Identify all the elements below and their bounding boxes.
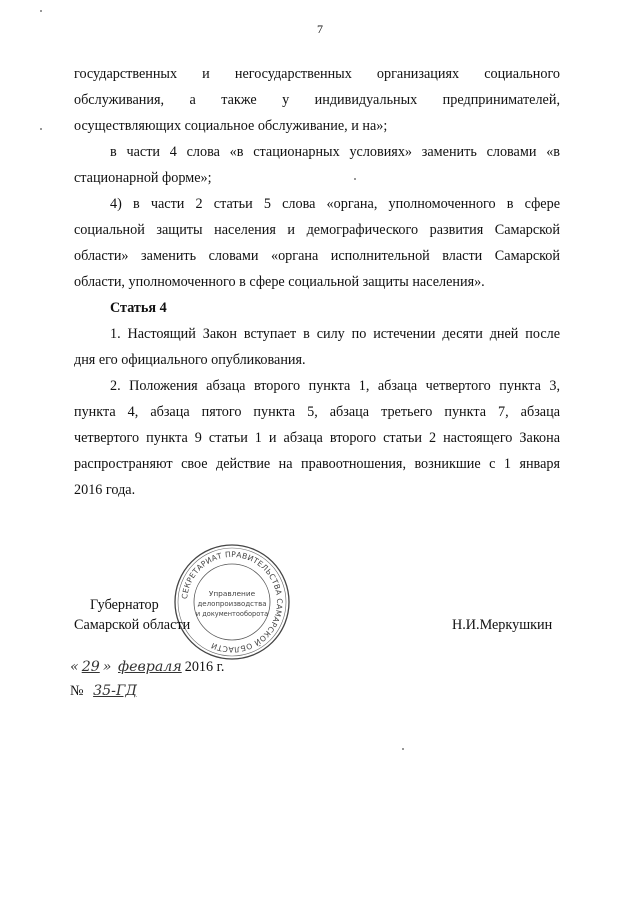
text-line: четвертого пункта 9 статьи 1 и абзаца второго статьи 2 настоящего Закона (74, 430, 560, 446)
date-day: 29 (81, 659, 100, 675)
text-line: стационарной форме»; (74, 170, 212, 186)
article-heading: Статья 4 (110, 300, 167, 316)
text-line: в части 4 слова «в стационарных условиях» заменить словами «в (110, 144, 560, 160)
text-line: обслуживания, а также у индивидуальных предпринимателей, (74, 92, 560, 108)
scan-speck (354, 178, 356, 180)
signatory-name: Н.И.Меркушкин (452, 617, 553, 633)
text-line: области» заменить словами «органа исполнительной власти Самарской (74, 248, 560, 264)
date-close-quote: » (102, 659, 112, 675)
number-value: 35-ГД (93, 683, 137, 699)
date-open-quote: « (70, 659, 79, 675)
text-line: государственных и негосударственных организациях социального (74, 66, 560, 82)
text-line: 1. Настоящий Закон вступает в силу по истечении десяти дней после (110, 326, 560, 342)
date-month: февраля (117, 659, 182, 675)
text-line: 2. Положения абзаца второго пункта 1, абзаца четвертого пункта 3, (110, 378, 560, 394)
stamp-inner-line: Управление (208, 589, 256, 598)
signature-title-line2: Самарской области (74, 617, 191, 633)
document-number (70, 680, 143, 702)
signature-title-line1: Губернатор (90, 597, 159, 613)
stamp-inner-line: делопроизводства (197, 600, 267, 608)
text-line: 4) в части 2 статьи 5 слова «органа, уполномоченного в сфере (110, 196, 560, 212)
signing-date (70, 656, 224, 678)
scan-speck (40, 10, 42, 12)
text-line: 2016 года. (74, 482, 136, 498)
text-line: пункта 4, абзаца пятого пункта 5, абзаца третьего пункта 7, абзаца (74, 404, 560, 420)
text-line: распространяют свое действие на правоотношения, возникшие с 1 января (74, 456, 560, 472)
scan-speck (402, 748, 404, 750)
text-line: дня его официального опубликования. (74, 352, 306, 368)
text-line: области, уполномоченного в сфере социальной защиты населения». (74, 274, 485, 290)
stamp-inner-line: и документооборота (195, 610, 269, 618)
official-stamp (170, 540, 294, 664)
date-year: 2016 г. (184, 659, 225, 675)
text-line: осуществляющих социальное обслуживание, и на»; (74, 118, 388, 134)
scan-speck (40, 128, 42, 130)
body-text (74, 61, 560, 503)
page-number: 7 (317, 22, 323, 36)
text-line: социальной защиты населения и демографического развития Самарской (74, 222, 560, 238)
number-prefix: № (70, 683, 84, 699)
stamp-ring-text: СЕКРЕТАРИАТ ПРАВИТЕЛЬСТВА САМАРСКОЙ ОБЛАСТИ (180, 549, 285, 655)
